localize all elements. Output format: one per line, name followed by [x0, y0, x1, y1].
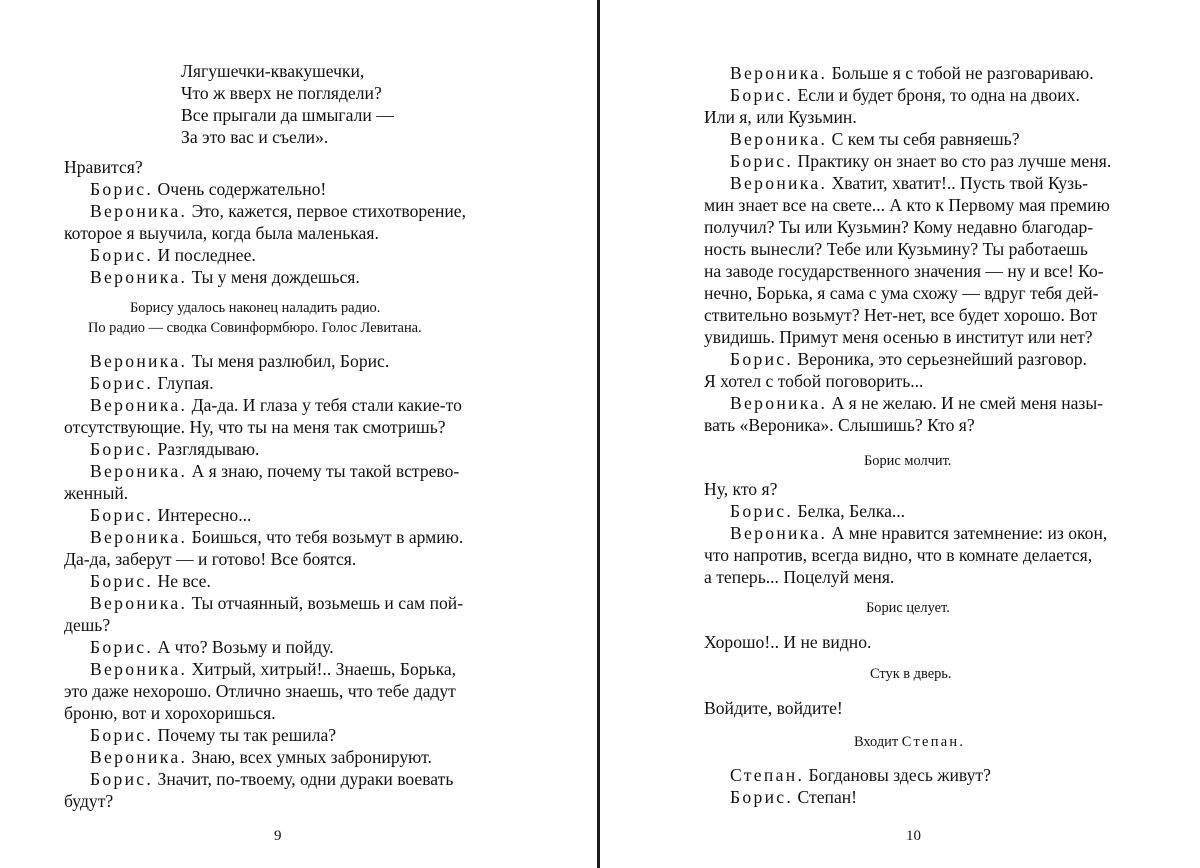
- poem-line: Лягушечки-квакушечки,: [181, 61, 365, 81]
- text-line: Или я, или Кузьмин.: [704, 107, 857, 127]
- text-line: нечно, Борька, я сама с ума схожу — вдруг тебя дей-: [704, 283, 1099, 303]
- speaker-name: Вероника.: [730, 129, 828, 149]
- speaker-name: Борис.: [730, 349, 794, 369]
- speaker-name: Борис.: [730, 787, 794, 807]
- speaker-name: Вероника.: [730, 523, 828, 543]
- dialogue-line: Борис. Очень содержательно!: [90, 179, 327, 199]
- speaker-name: Вероника.: [730, 63, 828, 83]
- speaker-name: Борис.: [90, 725, 154, 745]
- speaker-name: Вероника.: [90, 593, 188, 613]
- speaker-name: Вероника.: [90, 461, 188, 481]
- text-line: женный.: [64, 483, 129, 503]
- text-line: которое я выучила, когда была маленькая.: [64, 223, 379, 243]
- speaker-name: Вероника.: [90, 395, 188, 415]
- text-line: Хорошо!.. И не видно.: [704, 632, 872, 652]
- text-line: на заводе государственного значения — ну и все! Ко-: [704, 261, 1104, 281]
- dialogue-line: Борис. Почему ты так решила?: [90, 725, 337, 745]
- stage-direction: Борису удалось наконец наладить радио.: [130, 300, 381, 316]
- speaker-name: Борис.: [90, 179, 154, 199]
- text-line: Войдите, войдите!: [704, 698, 843, 718]
- left-page: [0, 0, 597, 868]
- stage-direction: Стук в дверь.: [870, 666, 952, 682]
- stage-direction: По радио — сводка Совинформбюро. Голос Левитана.: [88, 320, 422, 336]
- speaker-name: Вероника.: [730, 173, 828, 193]
- dialogue-line: Степан. Богдановы здесь живут?: [730, 765, 991, 785]
- speaker-name: Борис.: [90, 505, 154, 525]
- text-line: получил? Ты или Кузьмин? Кому недавно благодар-: [704, 217, 1094, 237]
- text-line: что напротив, всегда видно, что в комнате делается,: [704, 545, 1093, 565]
- text-line: увидишь. Примут меня осенью в институт или нет?: [704, 327, 1093, 347]
- dialogue-line: Борис. Не все.: [90, 571, 211, 591]
- dialogue-line: Вероника. Больше я с тобой не разговариваю.: [730, 63, 1094, 83]
- dialogue-line: Вероника. Это, кажется, первое стихотворение,: [90, 201, 467, 221]
- speaker-name: Борис.: [90, 637, 154, 657]
- dialogue-line: Вероника. Ты у меня дождешься.: [90, 267, 360, 287]
- dialogue-line: Вероника. Боишься, что тебя возьмут в армию.: [90, 527, 464, 547]
- dialogue-line: Вероника. А я знаю, почему ты такой встрево-: [90, 461, 460, 481]
- poem-line: За это вас и съели».: [181, 127, 329, 147]
- page-number: 9: [274, 828, 282, 844]
- speaker-name: Борис.: [730, 151, 794, 171]
- dialogue-line: Борис. Вероника, это серьезнейший разговор.: [730, 349, 1087, 369]
- speaker-name: Борис.: [90, 439, 154, 459]
- text-line: ствительно возьмут? Нет-нет, все будет хорошо. Вот: [704, 305, 1098, 325]
- right-page: [600, 0, 1200, 868]
- speaker-name: Вероника.: [90, 747, 188, 767]
- text-line: мин знает все на свете... А кто к Первому мая премию: [704, 195, 1110, 215]
- stage-direction: Входит Степан.: [854, 734, 966, 750]
- stage-direction: Борис молчит.: [864, 453, 952, 469]
- speaker-name: Борис.: [90, 245, 154, 265]
- dialogue-line: Вероника. С кем ты себя равняешь?: [730, 129, 1020, 149]
- speaker-name: Степан.: [901, 734, 966, 750]
- speaker-name: Вероника.: [90, 527, 188, 547]
- page-number: 10: [906, 828, 921, 844]
- dialogue-line: Борис. Если и будет броня, то одна на двоих.: [730, 85, 1080, 105]
- speaker-name: Вероника.: [90, 267, 188, 287]
- dialogue-line: Вероника. Хитрый, хитрый!.. Знаешь, Борька,: [90, 659, 457, 679]
- dialogue-line: Борис. А что? Возьму и пойду.: [90, 637, 334, 657]
- dialogue-line: Борис. Степан!: [730, 787, 858, 807]
- dialogue-line: Борис. Белка, Белка...: [730, 501, 906, 521]
- text-line: вать «Вероника». Слышишь? Кто я?: [704, 415, 975, 435]
- speaker-name: Степан.: [730, 765, 805, 785]
- dialogue-line: Борис. Разглядываю.: [90, 439, 260, 459]
- speaker-name: Вероника.: [90, 351, 188, 371]
- speaker-name: Вероника.: [90, 201, 188, 221]
- dialogue-line: Вероника. А мне нравится затемнение: из окон,: [730, 523, 1108, 543]
- dialogue-line: Вероника. Ты меня разлюбил, Борис.: [90, 351, 390, 371]
- text-line: будут?: [64, 791, 114, 811]
- text-line: это даже нехорошо. Отлично знаешь, что тебе дадут: [64, 681, 456, 701]
- text-line: Нравится?: [64, 157, 143, 177]
- stage-direction: Борис целует.: [866, 600, 950, 616]
- text-line: дешь?: [64, 615, 111, 635]
- dialogue-line: Вероника. Хватит, хватит!.. Пусть твой Кузь-: [730, 173, 1088, 193]
- dialogue-line: Борис. Значит, по-твоему, одни дураки воевать: [90, 769, 454, 789]
- speaker-name: Борис.: [730, 501, 794, 521]
- dialogue-line: Вероника. Ты отчаянный, возьмешь и сам пой-: [90, 593, 464, 613]
- speaker-name: Вероника.: [90, 659, 188, 679]
- text-line: а теперь... Поцелуй меня.: [704, 567, 895, 587]
- dialogue-line: Борис. Интересно...: [90, 505, 252, 525]
- speaker-name: Борис.: [730, 85, 794, 105]
- speaker-name: Борис.: [90, 571, 154, 591]
- speaker-name: Борис.: [90, 373, 154, 393]
- dialogue-line: Вероника. Да-да. И глаза у тебя стали какие-то: [90, 395, 462, 415]
- speaker-name: Борис.: [90, 769, 154, 789]
- dialogue-line: Вероника. Знаю, всех умных забронируют.: [90, 747, 432, 767]
- text-line: отсутствующие. Ну, что ты на меня так смотришь?: [64, 417, 446, 437]
- poem-line: Все прыгали да шмыгали —: [181, 105, 394, 125]
- text-line: Ну, кто я?: [704, 479, 778, 499]
- text-line: Я хотел с тобой поговорить...: [704, 371, 924, 391]
- text-line: ность вынесли? Тебе или Кузьмину? Ты работаешь: [704, 239, 1088, 259]
- speaker-name: Вероника.: [730, 393, 828, 413]
- text-line: Да-да, заберут — и готово! Все боятся.: [64, 549, 357, 569]
- poem-line: Что ж вверх не поглядели?: [181, 83, 382, 103]
- dialogue-line: Вероника. А я не желаю. И не смей меня назы-: [730, 393, 1104, 413]
- text-line: броню, вот и хорохоришься.: [64, 703, 276, 723]
- dialogue-line: Борис. И последнее.: [90, 245, 256, 265]
- dialogue-line: Борис. Практику он знает во сто раз лучше меня.: [730, 151, 1112, 171]
- dialogue-line: Борис. Глупая.: [90, 373, 214, 393]
